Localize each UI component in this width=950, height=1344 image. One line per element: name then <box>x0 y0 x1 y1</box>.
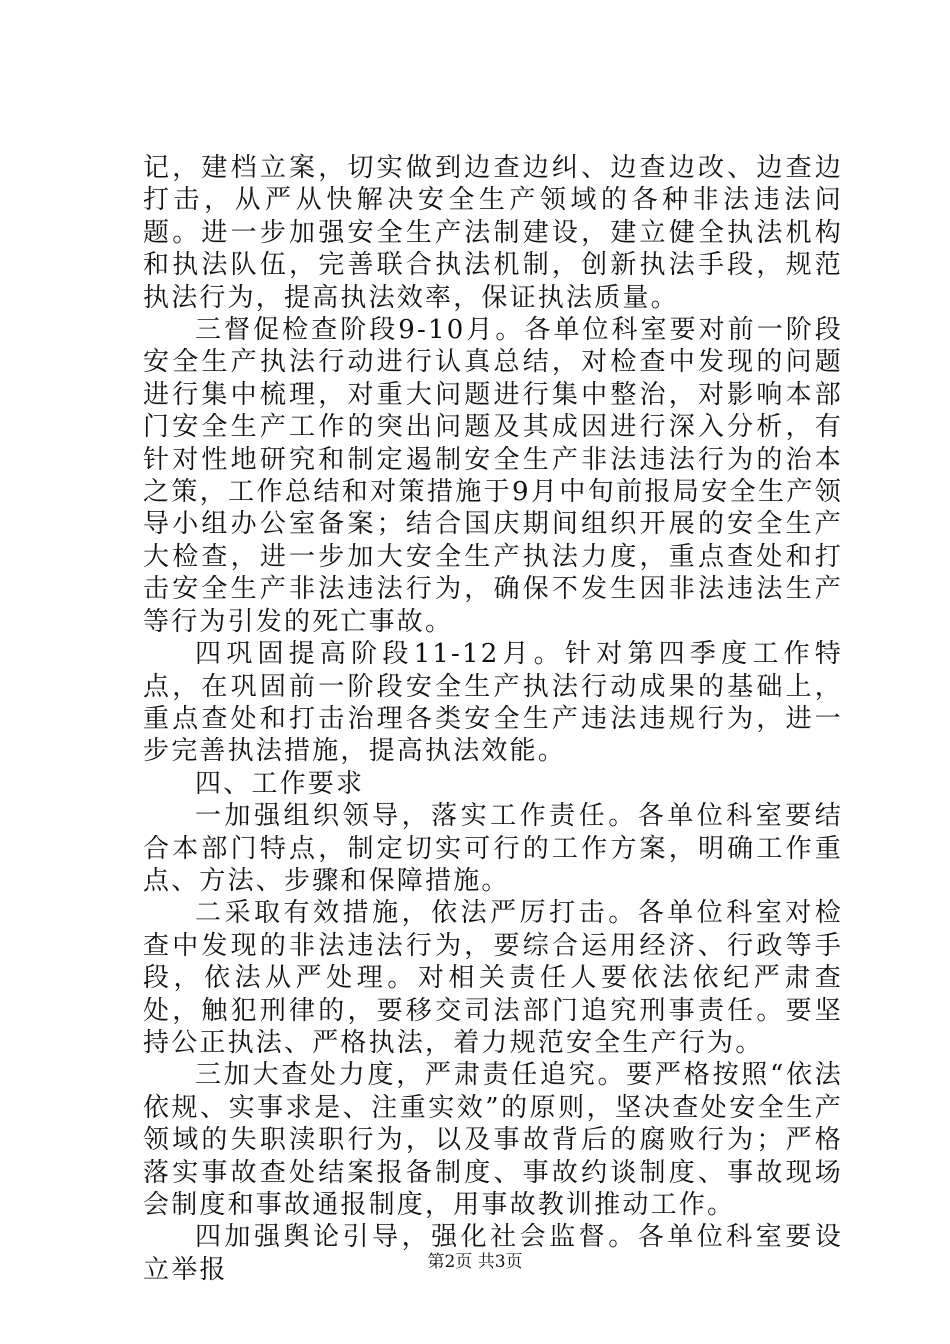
paragraph-stage-three: 三督促检查阶段9-10月。各单位科室要对前一阶段安全生产执法行动进行认真总结，对检查中发现的问题进行集中梳理，对重大问题进行集中整治，对影响本部门安全生产工作的突出问题及其成因进行深入分析，有针对性地研究和制定遏制安全生产非法违法行为的治本之策，工作总结和对策措施于9月中旬前报局安全生产领导小组办公室备案；结合国庆期间组织开展的安全生产大检查，进一步加大安全生产执法力度，重点查处和打击安全生产非法违法行为，确保不发生因非法违法生产等行为引发的死亡事故。 <box>143 315 843 637</box>
paragraph-requirement-one: 一加强组织领导，落实工作责任。各单位科室要结合本部门特点，制定切实可行的工作方案，明确工作重点、方法、步骤和保障措施。 <box>143 801 843 896</box>
paragraph-continuation: 记，建档立案，切实做到边查边纠、边查边改、边查边打击，从严从快解决安全生产领域的各种非法违法问题。进一步加强安全生产法制建设，建立健全执法机构和执法队伍，完善联合执法机制，创新执法手段，规范执法行为，提高执法效率，保证执法质量。 <box>143 153 843 313</box>
paragraph-stage-four: 四巩固提高阶段11-12月。针对第四季度工作特点，在巩固前一阶段安全生产执法行动成果的基础上，重点查处和打击治理各类安全生产违法违规行为，进一步完善执法措施，提高执法效能。 <box>143 639 843 767</box>
document-body <box>143 152 843 1286</box>
paragraph-requirement-four: 四加强舆论引导，强化社会监督。各单位科室要设立举报 <box>143 1222 843 1285</box>
section-heading-requirements: 四、工作要求 <box>195 768 365 799</box>
paragraph-requirement-two: 二采取有效措施，依法严厉打击。各单位科室对检查中发现的非法违法行为，要综合运用经济、行政等手段，依法从严处理。对相关责任人要依法依纪严肃查处，触犯刑律的，要移交司法部门追究刑事责任。要坚持公正执法、严格执法，着力规范安全生产行为。 <box>143 898 843 1058</box>
page-number-footer: 第2页 共3页 <box>427 1252 523 1272</box>
paragraph-requirement-three: 三加大查处力度，严肃责任追究。要严格按照“依法依规、实事求是、注重实效”的原则，坚决查处安全生产领域的失职渎职行为，以及事故背后的腐败行为；严格落实事故查处结案报备制度、事故约谈制度、事故现场会制度和事故通报制度，用事故教训推动工作。 <box>143 1060 843 1220</box>
